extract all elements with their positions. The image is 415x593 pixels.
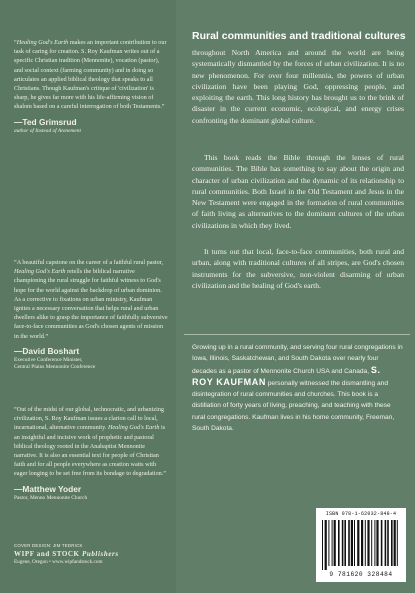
barcode-bar [385, 520, 387, 566]
quote-text: “A beautiful capstone on the career of a faithful rural pastor, Healing God's Earth retells the biblical narrative championing the rural struggle for faithful witness to God's hope for the world against the backdrop of urban dominion. As a corrective to fixations on urban ministry, Kaufman ignites a necessary conversation that helps rural and urban dwellers alike to grasp the importance of faithfully subversive face-to-face communities as God's chosen agents of mission in the world.” [14, 259, 168, 340]
endorser-title-line-1: Executive Conference Minister, [14, 356, 83, 363]
endorser-name: —David Boshart [14, 345, 80, 356]
barcode-bar [334, 520, 336, 566]
blurb-paragraph-2: This book reads the Bible through the lenses of rural communities. The Bible has something to say about the origin and character of urban civilization and the dynamic of its relationship to rural communities. Both Israel in the Old Testament and Jesus in the New Testament were engaged in the formation of rural communities of faith living as alternatives to the dominant cultures of the urban civilizations in which they lived. [192, 153, 404, 230]
endorsement-yoder [14, 405, 168, 502]
barcode-bar [376, 520, 378, 566]
author-bio: Growing up in a rural community, and serving four rural congregations in Iowa, Illinois, Saskatchewan, and South Dakota over nearly four decades as a pastor of Mennonite Church USA and Canada, S. ROY KAUFMAN personally witnessed the dismantling and disintegration of rural communities and churches. This book is a distillation of forty years of living, preaching, and teaching with these rural congregations. Kaufman lives in his home community, Freeman, South Dakota. [192, 344, 403, 433]
barcode-number: 9 781620 328484 [329, 571, 393, 578]
cover-design-credit: COVER DESIGN: JIM TEDRICK [14, 543, 83, 548]
endorser-name: —Matthew Yoder [14, 483, 82, 494]
barcode-bar [361, 520, 363, 566]
publisher-block [14, 543, 174, 565]
endorser-title-line-2: Central Plains Mennonite Conference [14, 364, 96, 371]
barcode-bar [391, 520, 393, 566]
barcode-bar [348, 520, 350, 566]
barcode-bar [351, 520, 353, 566]
barcode-bar [328, 520, 329, 566]
book-title-italic: Healing God's Earth [107, 424, 160, 432]
endorsement-boshart [14, 258, 168, 372]
blurb-paragraph-3: It turns out that local, face-to-face communities, both rural and urban, along with traditional cultures of all stripes, are God's chosen instruments for the subversive, non-violent disarming of urban civilization and the healing of God's earth. [192, 247, 404, 290]
blurb-paragraph-1: throughout North America and around the world are being systematically dismantled by the forces of urban civilization. It is no new phenomenon. For over four millennia, the powers of urban civilization have been playing God, oppressing people, and exploiting the earth. This long history has brought us to the brink of disaster in the current economic, ecological, and energy crises confronting the dominant global culture. [192, 48, 404, 125]
publisher-name: WIPF and STOCK Publishers [14, 550, 119, 558]
isbn-text: ISBN 978-1-62032-848-4 [325, 511, 397, 517]
barcode-bar [332, 520, 333, 566]
barcode-bar [338, 520, 340, 566]
barcode-bar [354, 520, 355, 566]
barcode-bar [344, 520, 346, 566]
barcode-bar [397, 520, 398, 566]
endorser-title: Pastor, Menno Mennonite Church [14, 494, 88, 501]
barcode-bar [394, 520, 396, 566]
book-title-italic: Healing God's Earth [16, 39, 69, 46]
endorser-name: —Ted Grimsrud [14, 116, 77, 127]
quote-text: “Out of the midst of our global, technocratic, and urbanizing civilization, S. Roy Kaufman issues a clarion call to local, incarnational, alternative community. Healing God's Earth is an insightful and incisive work of prophetic and pastoral biblical theology rooted in the Anabaptist Mennonite narrative. It is also an essential text for people of Christian faith and for all people everywhere as creation waits with eager longing to be set free from its bondage to degradation.” [14, 406, 167, 478]
section-divider [184, 334, 410, 335]
barcode-bar [367, 520, 369, 566]
endorsement-grimsrud [14, 38, 168, 135]
endorser-title: author of Instead of Atonement [14, 127, 81, 134]
barcode-bar [357, 520, 359, 566]
book-title-italic: Healing God's Earth [14, 268, 66, 276]
barcode-bar [322, 520, 323, 570]
publisher-location: Eugene, Oregon • www.wipfandstock.com [14, 559, 103, 565]
barcode-bar [381, 520, 383, 566]
blurb-heading: Rural communities and traditional cultures [192, 30, 406, 42]
barcode-bar [365, 520, 366, 566]
barcode-bar [374, 520, 375, 566]
author-name: S. ROY KAUFMAN [192, 364, 381, 387]
barcode-bar [371, 520, 372, 566]
quote-text: “Healing God's Earth makes an important contribution to our task of caring for creation. S. Roy Kaufman writes out of a specific Christian tradition (Mennonite), vocation (pastor), and social context (farming community) and in doing so articulates an applied biblical theology that speaks to all Christians. Though Kaufman's critique of 'civilization' is sharp, he gives far more with his life-affirming vision of shalom based on a careful interrogation of both Testaments.” [14, 39, 167, 111]
barcode-bar [342, 520, 344, 566]
barcode-bars [322, 520, 400, 570]
barcode [316, 508, 406, 582]
barcode-bar [325, 520, 327, 570]
barcode-bar [387, 520, 389, 566]
